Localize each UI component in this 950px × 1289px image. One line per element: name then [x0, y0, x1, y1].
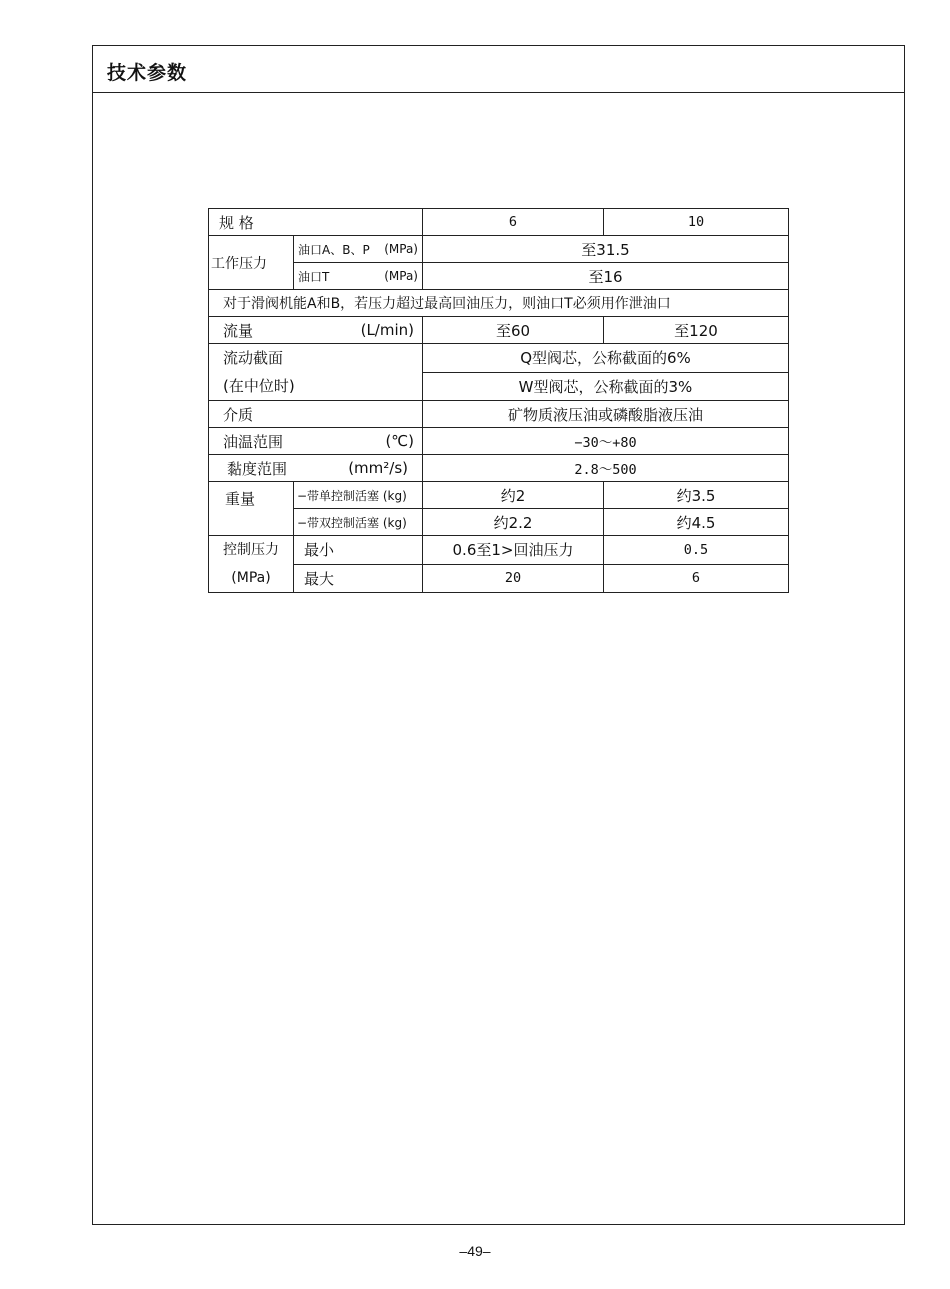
cross-section-w: W型阀芯，公称截面的3%	[423, 372, 789, 401]
cross-section-q: Q型阀芯，公称截面的6%	[423, 344, 789, 373]
control-min-6: 0.6至1>回油压力	[423, 536, 604, 565]
section-title: 技术参数	[107, 62, 188, 84]
table-row	[209, 317, 789, 344]
weight-double-10: 约4.5	[604, 509, 789, 536]
oil-temp-value: −30～+80	[423, 428, 789, 455]
technical-parameters-table	[208, 208, 789, 593]
cross-section-label	[209, 344, 423, 401]
port-abp-unit: (MPa)	[384, 242, 418, 256]
port-abp-label: 油口A、B、P	[298, 242, 370, 257]
port-t-label: 油口T	[298, 269, 330, 284]
table-row	[209, 455, 789, 482]
page-number: –49–	[459, 1243, 491, 1259]
port-t-unit: (MPa)	[384, 269, 418, 283]
table-row	[209, 428, 789, 455]
viscosity-value: 2.8～500	[423, 455, 789, 482]
oil-temp-label: 油温范围	[223, 432, 284, 451]
control-pressure-label	[209, 536, 294, 593]
oil-temp-unit: (℃)	[385, 432, 414, 450]
table-row	[209, 344, 789, 373]
port-t-value: 至16	[423, 263, 789, 290]
table-row	[209, 209, 789, 236]
flow-value-10: 至120	[604, 317, 789, 344]
table-row	[209, 236, 789, 263]
cross-section-label-line1: 流动截面	[223, 349, 284, 367]
medium-label: 介质	[209, 401, 423, 428]
cross-section-label-line2: (在中位时)	[223, 377, 295, 395]
table-row	[209, 564, 789, 593]
control-max-6: 20	[423, 564, 604, 593]
control-min-label: 最小	[294, 536, 423, 565]
port-t-cell	[294, 263, 423, 290]
weight-single-10: 约3.5	[604, 482, 789, 509]
section-header	[93, 46, 904, 93]
control-pressure-label-line2: (MPa)	[231, 570, 271, 586]
oil-temp-cell	[209, 428, 423, 455]
spec-label: 规 格	[209, 209, 423, 236]
control-min-10: 0.5	[604, 536, 789, 565]
control-max-10: 6	[604, 564, 789, 593]
control-max-label: 最大	[294, 564, 423, 593]
flow-label: 流量	[223, 321, 254, 340]
weight-double-6: 约2.2	[423, 509, 604, 536]
note-text: 对于滑阀机能A和B，若压力超过最高回油压力，则油口T必须用作泄油口	[209, 290, 789, 317]
spec-value-6: 6	[423, 209, 604, 236]
viscosity-unit: (mm²/s)	[348, 459, 408, 477]
port-abp-cell	[294, 236, 423, 263]
table-row	[209, 482, 789, 509]
table-row	[209, 536, 789, 565]
weight-label: 重量	[209, 482, 294, 536]
flow-value-6: 至60	[423, 317, 604, 344]
weight-single-label: −带单控制活塞 (kg)	[294, 482, 423, 509]
table-row	[209, 401, 789, 428]
working-pressure-label: 工作压力	[209, 236, 294, 290]
spec-value-10: 10	[604, 209, 789, 236]
weight-double-label: −带双控制活塞 (kg)	[294, 509, 423, 536]
table-row	[209, 290, 789, 317]
flow-unit: (L/min)	[360, 321, 414, 339]
table-row	[209, 509, 789, 536]
viscosity-cell	[209, 455, 423, 482]
viscosity-label: 黏度范围	[227, 459, 288, 478]
weight-single-6: 约2	[423, 482, 604, 509]
table-row	[209, 263, 789, 290]
control-pressure-label-line1: 控制压力	[223, 542, 279, 558]
port-abp-value: 至31.5	[423, 236, 789, 263]
medium-value: 矿物质液压油或磷酸脂液压油	[423, 401, 789, 428]
flow-cell	[209, 317, 423, 344]
